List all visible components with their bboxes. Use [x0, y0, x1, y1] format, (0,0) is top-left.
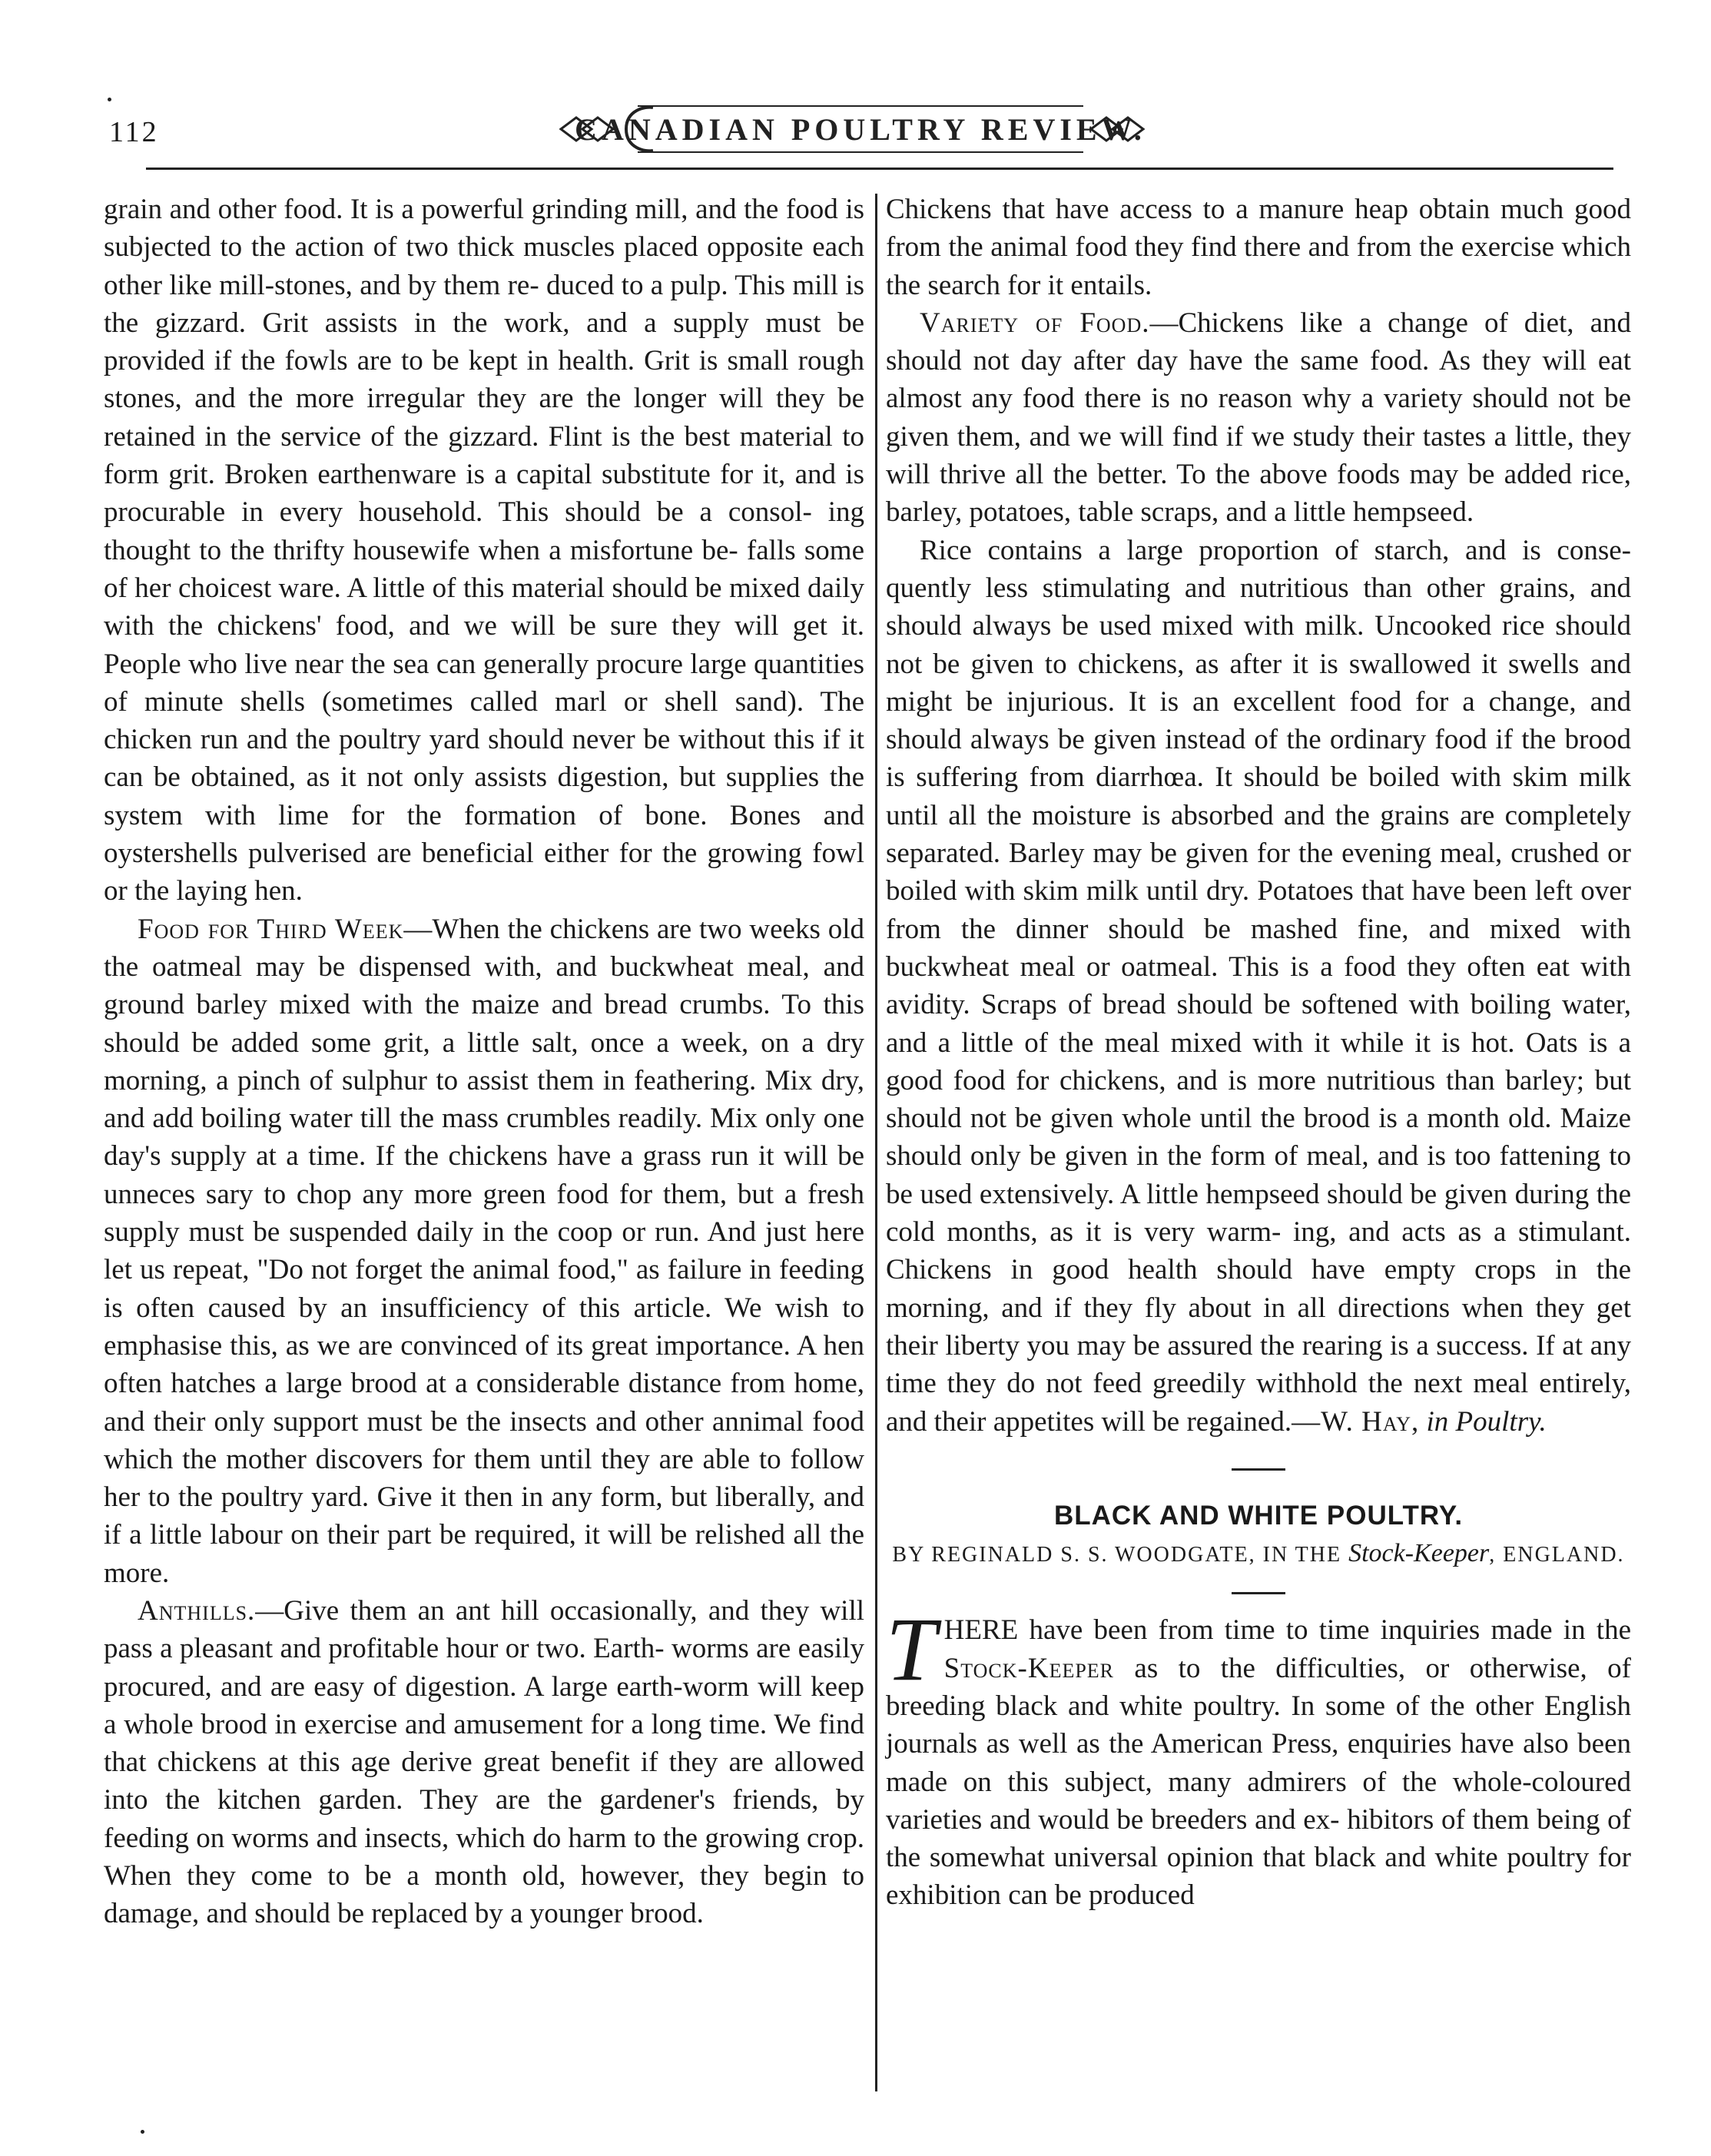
page-number: 112 — [109, 116, 159, 148]
left-paragraph-2-text: —When the chickens are two weeks old the oatmeal may be dispensed with, and buckwheat meal, and ground barley mixed with the maize and bread crumbs. To this should be added some grit, a little salt, once a week, on a dry morning, a pinch of sulphur to assist them in feathering. Mix dry, and add boiling water till the mass crumbles readily. Mix only one day's supply at a time. If the chickens have a grass run it will be unneces sary to chop any more green food for them, but a fresh supply must be suspended daily in the coop or run. And just here let us repeat, "Do not forget the animal food," as failure in feeding is often caused by an insufficiency of this article. We wish to emphasise this, as we are convinced of its great importance. A hen often hatches a large brood at a considerable distance from home, and their only support must be the insects and other annimal food which the mother discovers for them until they are able to follow her to the poultry yard. Give it then in any form, but liberally, and if a little labour on their part be required, it will be relished all the more. — [104, 913, 864, 1589]
article-paragraph-1-publication: Stock-Keeper — [943, 1652, 1115, 1684]
subheading-anthills: Anthills. — [138, 1594, 256, 1627]
article-title: BLACK AND WHITE POULTRY. — [1053, 1500, 1464, 1531]
subheading-variety-of-food: Variety of Food. — [920, 307, 1150, 339]
header-rule — [146, 168, 1613, 170]
column-divider — [875, 194, 877, 2091]
right-paragraph-1: Chickens that have access to a manure heap obtain much good from the animal food they find there and from the exercise which the search for it entails. — [886, 194, 1631, 301]
right-column — [886, 191, 1631, 1915]
print-speck — [141, 2130, 144, 2134]
svg-text:CANADIAN POULTRY REVIEW.: CANADIAN POULTRY REVIEW. — [575, 112, 1146, 147]
signature: —W. Hay, — [1292, 1405, 1420, 1438]
article-paragraph-1 — [886, 1599, 1631, 1914]
left-paragraph-3-text: —Give them an ant hill occasionally, and they will pass a pleasant and profitable hour or two. Earth- worms are easily procured, and are easy of digestion. A large earth-worm will keep a whole brood in exercise and amusement for a long time. We find that chickens at this age derive great benefit if they are allowed into the kitchen garden. They are the gardener's friends, by feeding on worms and insects, which do harm to the growing crop. When they come to be a month old, however, they begin to damage, and should be replaced by a younger brood. — [104, 1594, 864, 1930]
left-paragraph-3 — [104, 1592, 864, 1933]
right-paragraph-3 — [886, 532, 1631, 1441]
left-paragraph-2 — [104, 910, 864, 1592]
left-column — [104, 191, 864, 1933]
section-rule — [1232, 1468, 1285, 1471]
byline-publication: Stock-Keeper — [1348, 1539, 1490, 1568]
article-paragraph-1-rest: as to the difficulties, or otherwise, of breeding black and white poultry. In some of the other English journals as well as the American Press, enquiries have also been made on this subject, many admirers of the whole-coloured varieties and would be breeders and ex- hibitors of them being of the somewhat universal opinion that black and white poultry for exhibition can be produced — [886, 1652, 1631, 1912]
byline-rule — [1232, 1592, 1285, 1594]
byline-suffix: , ENGLAND. — [1489, 1543, 1625, 1567]
print-speck — [108, 98, 111, 101]
masthead-logo — [553, 98, 1152, 160]
drop-cap: T — [886, 1599, 937, 1700]
article-byline — [886, 1534, 1631, 1574]
signature-source: in Poultry. — [1426, 1405, 1547, 1438]
article-paragraph-1-start: HERE have been from time to time inquiries made in the — [943, 1614, 1631, 1647]
subheading-third-week: Food for Third Week — [138, 913, 404, 945]
byline-prefix: BY REGINALD S. S. WOODGATE, IN THE — [892, 1543, 1342, 1567]
right-paragraph-2-text: —Chickens like a change of diet, and should not day after day have the same food. As they will eat almost any food there is no reason why a variety should not be given them, and we will find if we study their tastes a little, they will thrive all the better. To the above foods may be added rice, barley, potatoes, table scraps, and a little hempseed. — [886, 307, 1631, 529]
right-paragraph-3-text: Rice contains a large proportion of starch, and is conse- quently less stimulating and nutritious than other grains, and should always be used mixed with milk. Uncooked rice should not be given to chickens, as after it is swallowed it swells and might be injurious. It is an excellent food for a change, and should always be given instead of the ordinary food if the brood is suffering from diarrhœa. It should be boiled with skim milk until all the moisture is absorbed and the grains are completely separated. Barley may be given for the evening meal, crushed or boiled with skim milk until dry. Potatoes that have been left over from the dinner should be mashed fine, and mixed with buckwheat meal or oatmeal. This is a food they often eat with avidity. Scraps of bread should be softened with boiling water, and a little of the meal mixed with it while it is hot. Oats is a good food for chickens, and is more nutritious than barley; but should not be given whole until the brood is a month old. Maize should only be given in the form of meal, and is too fattening to be used extensively. A little hempseed should be given during the cold months, as it is very warm- ing, and acts as a stimulant. Chickens in good health should have empty crops in the morning, and if they fly about in all directions when they get their liberty you may be assured the rearing is a success. If at any time they do not feed greedily withhold the next meal entirely, and their appetites will be regained. — [886, 534, 1631, 1438]
right-paragraph-2 — [886, 304, 1631, 532]
left-paragraph-1: grain and other food. It is a powerful grinding mill, and the food is subjected to the action of two thick muscles placed opposite each other like mill-stones, and by them re- duced to a pulp. This mill is the gizzard. Grit assists in the work, and a supply must be provided if the fowls are to be kept in health. Grit is small rough stones, and the more irregular they are the longer will they be retained in the service of the gizzard. Flint is the best material to form grit. Broken earthenware is a capital substitute for it, and is procurable in every household. This should be a consol- ing thought to the thrifty housewife when a misfortune be- falls some of her choicest ware. A little of this material should be mixed daily with the chickens' food, and we will be sure they will get it. People who live near the sea can generally procure large quantities of minute shells (sometimes called marl or shell sand). The chicken run and the poultry yard should never be without this if it can be obtained, as it not only assists digestion, but supplies the system with lime for the formation of bone. Bones and oystershells pulverised are beneficial either for the growing fowl or the laying hen. — [104, 194, 864, 907]
